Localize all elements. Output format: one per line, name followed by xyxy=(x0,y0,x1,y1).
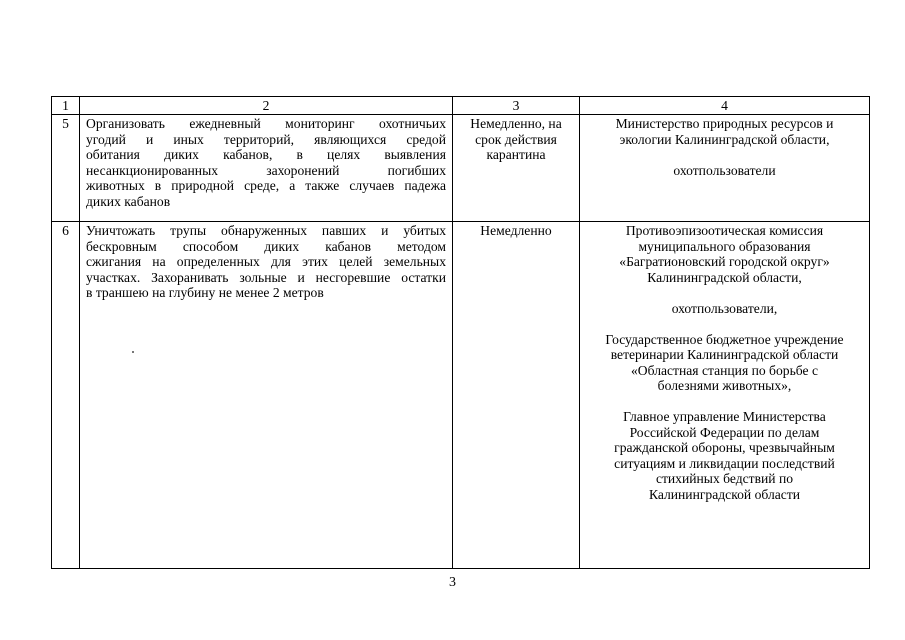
column-header-3: 3 xyxy=(453,97,580,115)
responsible-line: Министерство природных ресурсов и xyxy=(615,116,834,131)
term-cell xyxy=(453,222,580,569)
term-line: карантина xyxy=(486,147,546,162)
responsible-line: Государственное бюджетное учреждение xyxy=(605,331,844,347)
term-line: Немедленно xyxy=(480,223,552,238)
responsible-line: Калининградской области xyxy=(648,486,801,502)
responsible-cell xyxy=(580,222,870,569)
task-cell xyxy=(80,222,453,569)
responsible-line: муниципального образования xyxy=(638,238,811,254)
row-number: 6 xyxy=(52,222,80,569)
responsible-line: охотпользователи xyxy=(673,162,776,178)
column-header-4: 4 xyxy=(580,97,870,115)
task-line: сжигания на определенных для этих целей земельных xyxy=(86,254,446,269)
term-cell xyxy=(453,115,580,222)
column-header-2: 2 xyxy=(80,97,453,115)
responsible-line: Российской Федерации по делам xyxy=(629,424,820,440)
term-line: срок действия xyxy=(475,131,557,147)
responsible-line: экологии Калининградской области, xyxy=(619,131,830,147)
measures-table xyxy=(51,96,870,569)
term-line: Немедленно, на xyxy=(470,116,562,131)
responsible-line: «Областная станция по борьбе с xyxy=(631,362,818,378)
task-line: диких кабанов xyxy=(86,193,171,209)
table-header-row xyxy=(52,97,870,115)
scan-speck xyxy=(132,351,134,353)
responsible-line: ветеринарии Калининградской области xyxy=(610,347,839,362)
task-line: несанкционированных захоронений погибших xyxy=(86,162,446,178)
table-row xyxy=(52,115,870,222)
column-header-1: 1 xyxy=(52,97,80,115)
row-number: 5 xyxy=(52,115,80,222)
task-line: в траншею на глубину не менее 2 метров xyxy=(86,285,324,300)
responsible-line: Главное управление Министерства xyxy=(623,409,826,424)
task-line: Уничтожать трупы обнаруженных павших и убитых xyxy=(86,223,446,238)
task-cell xyxy=(80,115,453,222)
responsible-line: болезнями животных», xyxy=(657,378,792,393)
responsible-line: гражданской обороны, чрезвычайным xyxy=(614,440,835,455)
responsible-cell xyxy=(580,115,870,222)
responsible-line: охотпользователи, xyxy=(671,300,778,316)
page-number: 3 xyxy=(449,575,456,590)
responsible-line: Калининградской области, xyxy=(647,269,802,285)
task-line: участках. Захоранивать зольные и несгоревшие остатки xyxy=(86,269,446,285)
task-line: обитания диких кабанов, в целях выявления xyxy=(86,147,446,162)
task-line: Организовать ежедневный мониторинг охотничьих xyxy=(86,116,446,131)
responsible-line: ситуациям и ликвидации последствий xyxy=(614,455,835,471)
task-line: угодий и иных территорий, являющихся средой xyxy=(86,131,446,147)
responsible-line: «Багратионовский городской округ» xyxy=(619,254,830,269)
responsible-line: стихийных бедствий по xyxy=(655,471,794,486)
responsible-line: Противоэпизоотическая комиссия xyxy=(625,223,824,238)
table-row xyxy=(52,222,870,569)
task-line: бескровным способом диких кабанов методом xyxy=(86,238,446,254)
task-line: животных в природной среде, а также случаев падежа xyxy=(86,178,446,193)
